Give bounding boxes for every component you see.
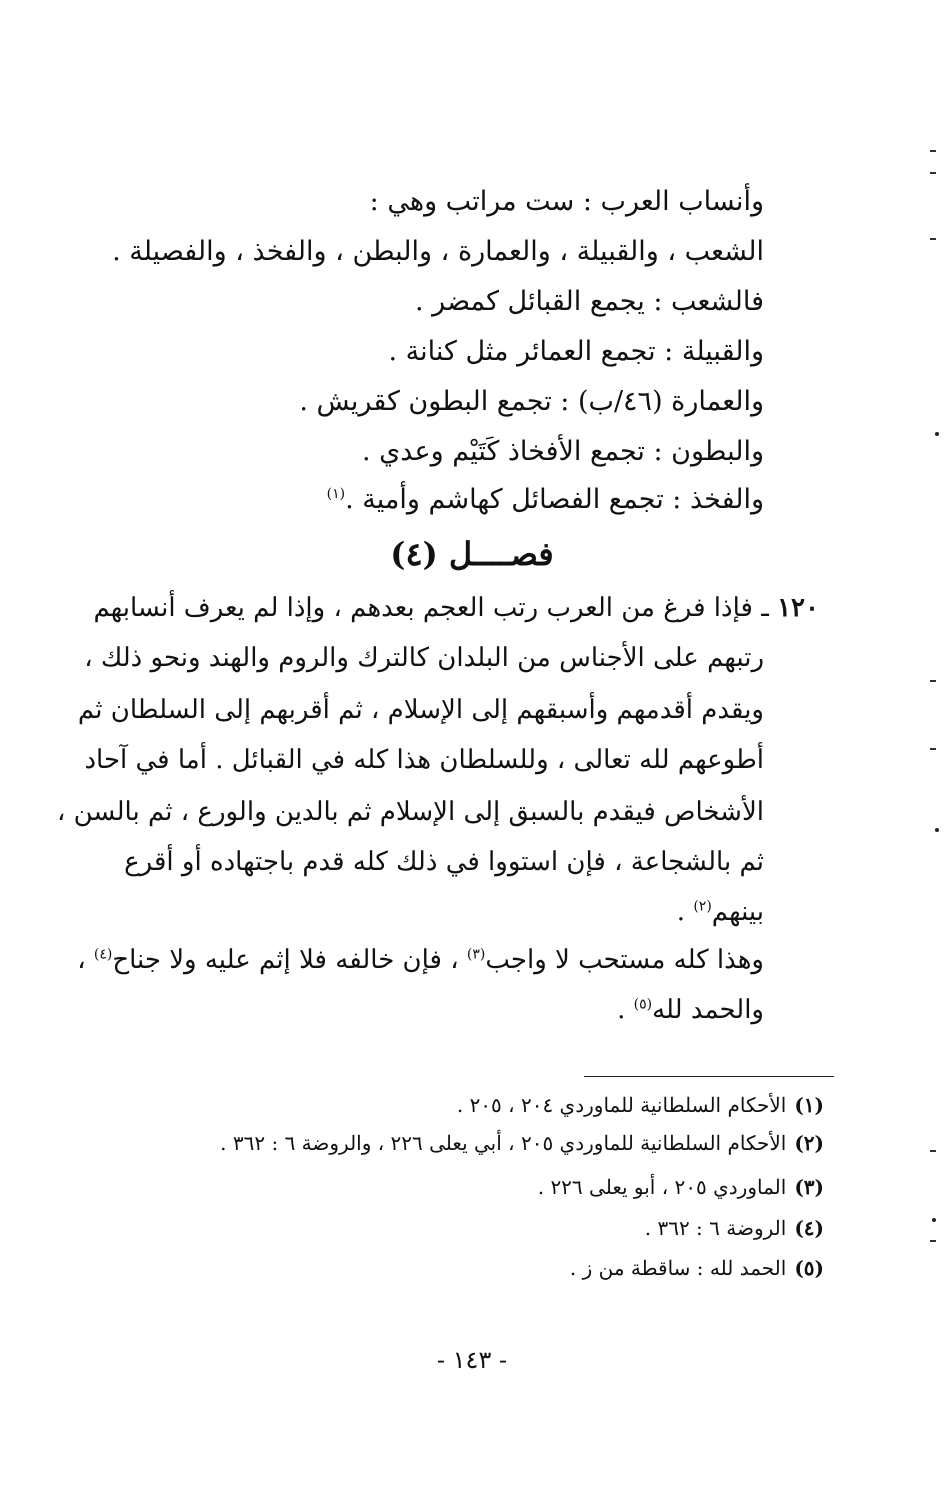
footnote [570,1253,824,1283]
scan-mark [930,150,936,152]
footnote [220,1128,824,1158]
footnote-text: الماوردي ٢٠٥ ، أبو يعلى ٢٢٦ . [537,1175,787,1199]
paragraph-number: ١٢٠ [777,593,819,623]
footnote-ref: (٥) [633,996,653,1013]
paragraph-text: ، [77,945,94,975]
footnote-number: (٢) [794,1131,824,1155]
text-line-content: والفخذ : تجمع الفصائل كهاشم وأمية . [345,484,764,515]
scan-mark [930,238,936,240]
text-line: فالشعب : يجمع القبائل كمضر . [415,286,764,317]
footnote [538,1172,824,1202]
page-number: - ١٤٣ - [436,1346,508,1374]
footnote-ref: (٤) [93,946,113,963]
footnote-text: الأحكام السلطانية للماوردي ٢٠٤ ، ٢٠٥ . [456,1093,787,1117]
scan-dot [935,432,939,436]
section-heading: فصــــل (٤) [390,535,554,573]
scan-mark [930,1240,936,1242]
footnote-ref: (٣) [466,946,486,963]
footnote-text: الروضة ٦ : ٣٦٢ . [644,1216,787,1240]
paragraph-text: بينهم [711,897,764,927]
text-line: الشعب ، والقبيلة ، والعمارة ، والبطن ، والفخذ ، والفصيلة . [112,236,764,267]
paragraph-line [77,940,764,980]
footnote-ref: (١) [326,486,346,502]
scan-dot [932,1218,936,1222]
paragraph-line [617,990,764,1030]
footnote-text: الأحكام السلطانية للماوردي ٢٠٥ ، أبي يعلى ٢٢٦ ، والروضة ٦ : ٣٦٢ . [220,1131,787,1155]
footnote [645,1213,824,1243]
text-line: وأنساب العرب : ست مراتب وهي : [369,186,764,217]
footnote [457,1090,824,1120]
scan-mark [930,748,936,750]
footnote-text: الحمد لله : ساقطة من ز . [569,1256,787,1280]
scan-mark [930,172,936,174]
paragraph-line [93,588,819,628]
footnote-number: (٣) [794,1175,824,1199]
paragraph-text: وهذا كله مستحب لا واجب [485,945,764,975]
paragraph-line: رتبهم على الأجناس من البلدان كالترك والروم والهند ونحو ذلك ، [84,643,764,673]
paragraph-line: أطوعهم لله تعالى ، وللسلطان هذا كله في القبائل . أما في آحاد [84,745,764,775]
paragraph-text: . [676,897,694,927]
text-line: والعمارة (٤٦/ب) : تجمع البطون كقريش . [299,386,764,417]
paragraph-text: ، فإن خالفه فلا إثم عليه ولا جناح [112,945,467,975]
scan-mark [930,680,936,682]
scan-mark [930,1150,936,1152]
footnote-number: (٥) [794,1256,824,1280]
paragraph-text: والحمد لله [652,995,764,1025]
paragraph-text: . [617,995,634,1025]
scan-dot [935,828,939,832]
text-line: والقبيلة : تجمع العمائر مثل كنانة . [388,336,764,367]
paragraph-line: الأشخاص فيقدم بالسبق إلى الإسلام ثم بالدين والورع ، ثم بالسن ، [56,797,764,827]
text-line [327,480,764,520]
footnote-number: (١) [794,1093,824,1117]
paragraph-line: ثم بالشجاعة ، فإن استووا في ذلك كله قدم باجتهاده أو أقرع [124,847,764,877]
footnote-separator [584,1076,834,1077]
paragraph-line: ويقدم أقدمهم وأسبقهم إلى الإسلام ، ثم أقربهم إلى السلطان ثم [77,695,764,725]
text-line: والبطون : تجمع الأفخاذ كَتَيْم وعدي . [362,436,764,467]
footnote-number: (٤) [794,1216,824,1240]
paragraph-line [677,892,764,932]
paragraph-text: ـ فإذا فرغ من العرب رتب العجم بعدهم ، وإذا لم يعرف أنسابهم [93,593,769,623]
footnote-ref: (٢) [693,898,712,915]
